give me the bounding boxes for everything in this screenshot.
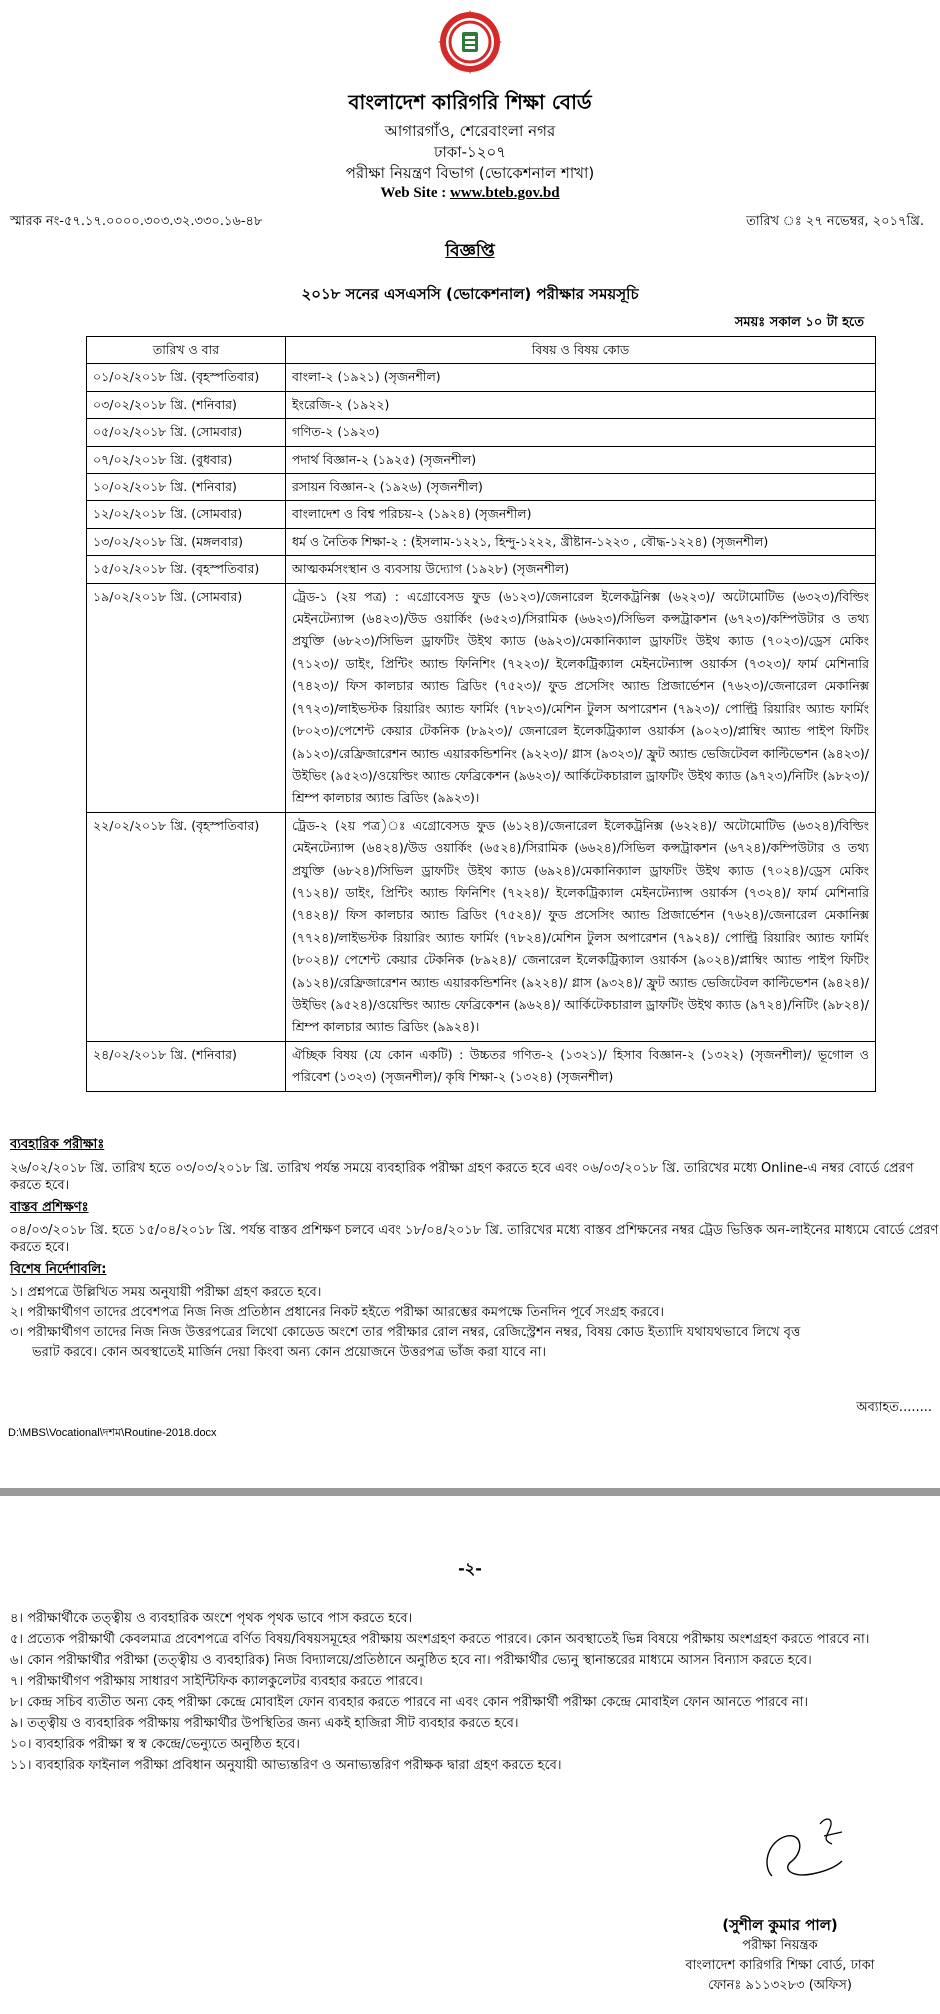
list-item: ১১। ব্যবহারিক ফাইনাল পরীক্ষা প্রবিধান অনুযায়ী আভ্যন্তরিণ ও অনাভ্যন্তরিণ পরীক্ষক দ্বারা গ্রহণ করতে হবে।	[10, 1758, 562, 1773]
table-row	[87, 556, 876, 583]
file-path: D:\MBS\Vocational\দশম\Routine-2018.docx	[8, 1427, 217, 1439]
signatory-organization: বাংলাদেশ কারিগরি শিক্ষা বোর্ড, ঢাকা	[685, 1958, 875, 1973]
signature-icon	[742, 1806, 852, 1896]
row-date: ২২/০২/২০১৮ খ্রি. (বৃহস্পতিবার)	[87, 812, 286, 1041]
row-date: ০৭/০২/২০১৮ খ্রি. (বুধবার)	[87, 446, 286, 473]
training-text: ০৪/০৩/২০১৮ খ্রি. হতে ১৫/০৪/২০১৮ খ্রি. পর্যন্ত বাস্তব প্রশিক্ষণ চলবে এবং ১৮/০৪/২০১৮ খ্রি. তারিখের মধ্যে বাস্তব প্রশিক্ষনের নম্বর ট্রেড ভিত্তিক অন-লাইনের মাধ্যমে বোর্ডে প্রেরণ করতে হবে।	[10, 1223, 939, 1255]
exam-routine-table	[86, 336, 876, 1092]
list-item: ৮। কেন্দ্র সচিব ব্যতীত অন্য কেহ পরীক্ষা কেন্দ্রে মোবাইল ফোন ব্যবহার করতে পারবে না এবং কোন পরীক্ষার্থী পরীক্ষা কেন্দ্রে মোবাইল ফোন আনতে পারবে না।	[10, 1695, 809, 1710]
row-date: ২৪/০২/২০১৮ খ্রি. (শনিবার)	[87, 1041, 286, 1091]
notice-title: বিজ্ঞপ্তি	[445, 241, 495, 261]
row-subject: আত্মকর্মসংস্থান ও ব্যবসায় উদ্যোগ (১৯২৮) (সৃজনশীল)	[286, 556, 876, 583]
row-subject: পদার্থ বিজ্ঞান-২ (১৯২৫) (সৃজনশীল)	[286, 446, 876, 473]
list-item: ২। পরীক্ষার্থীগণ তাদের প্রবেশপত্র নিজ নিজ প্রতিষ্ঠান প্রধানের নিকট হইতে পরীক্ষা আরম্ভের কমপক্ষে তিনদিন পূর্বে সংগ্রহ করবে।	[10, 1305, 664, 1320]
list-item: ভরাট করবে। কোন অবস্থাতেই মার্জিন দেয়া কিংবা অন্য কোন প্রয়োজনে উত্তরপত্র ভাঁজ করা যাবে না।	[32, 1345, 547, 1360]
practical-exam-title: ব্যবহারিক পরীক্ষাঃ	[10, 1137, 105, 1152]
row-date: ০১/০২/২০১৮ খ্রি. (বৃহস্পতিবার)	[87, 364, 286, 391]
page-separator	[0, 1488, 940, 1496]
org-department: পরীক্ষা নিয়ন্ত্রণ বিভাগ (ভোকেশনাল শাখা)	[345, 164, 595, 182]
table-header-row	[87, 337, 876, 364]
org-address: আগারগাঁও, শেরেবাংলা নগর	[384, 122, 556, 140]
page-number: -২-	[458, 1559, 482, 1578]
table-row	[87, 474, 876, 501]
table-row	[87, 391, 876, 418]
list-item: ৬। কোন পরীক্ষার্থীর পরীক্ষা (তত্ত্বীয় ও ব্যবহারিক) নিজ বিদ্যালয়ে/প্রতিষ্ঠানে অনুষ্ঠিত হবে না। পরীক্ষার্থীর ভ্যেনু স্থানান্তরের মাধ্যমে আসন বিন্যাস করতে হবে।	[10, 1653, 812, 1668]
list-item: ৩। পরীক্ষার্থীগণ তাদের নিজ নিজ উত্তরপত্রের লিথো কোডেড অংশে তার পরীক্ষার রোল নম্বর, রেজিস্ট্রেশন নম্বর, বিষয় কোড ইত্যাদি যথাযথভাবে লিখে বৃত্ত	[10, 1325, 801, 1340]
row-date: ০৫/০২/২০১৮ খ্রি. (সোমবার)	[87, 419, 286, 446]
row-subject: বাংলাদেশ ও বিশ্ব পরিচয়-২ (১৯২৪) (সৃজনশীল)	[286, 501, 876, 528]
table-header-date: তারিখ ও বার	[87, 337, 286, 364]
row-subject: গণিত-২ (১৯২৩)	[286, 419, 876, 446]
practical-exam-text: ২৬/০২/২০১৮ খ্রি. তারিখ হতে ০৩/০৩/২০১৮ খ্রি. তারিখ পর্যন্ত সময়ে ব্যবহারিক পরীক্ষা গ্রহণ করতে হবে এবং ০৬/০৩/২০১৮ খ্রি. তারিখের মধ্যে Online-এ নম্বর বোর্ডে প্রেরণ করতে হবে।	[10, 1161, 914, 1193]
row-date: ১০/০২/২০১৮ খ্রি. (শনিবার)	[87, 474, 286, 501]
list-item: ৯। তত্ত্বীয় ও ব্যবহারিক পরীক্ষায় পরীক্ষার্থীর উপস্থিতির জন্য একই হাজিরা সীট ব্যবহার করতে হবে।	[10, 1716, 519, 1731]
org-city: ঢাকা-১২০৭	[433, 143, 507, 161]
table-row	[87, 812, 876, 1041]
signatory-title: পরীক্ষা নিয়ন্ত্রক	[742, 1938, 818, 1953]
row-date: ১৫/০২/২০১৮ খ্রি. (বৃহস্পতিবার)	[87, 556, 286, 583]
special-instructions-title: বিশেষ নির্দেশাবলি:	[10, 1262, 107, 1277]
list-item: ৫। প্রত্যেক পরীক্ষার্থী কেবলমাত্র প্রবেশপত্রে বর্ণিত বিষয়/বিষয়সমূহের পরীক্ষায় অংশগ্রহণ করতে পারবে। কোন অবস্থাতেই ভিন্ন বিষয়ে পরীক্ষায় অংশগ্রহণ করতে পারবে না।	[10, 1632, 870, 1647]
org-name: বাংলাদেশ কারিগরি শিক্ষা বোর্ড	[348, 90, 592, 114]
table-row	[87, 364, 876, 391]
list-item: ৭। পরীক্ষার্থীগণ পরীক্ষায় সাধারণ সাইন্টিফিক ক্যালকুলেটর ব্যবহার করতে পারবে।	[10, 1674, 423, 1689]
memo-date: তারিখ ঃ ২৭ নভেম্বর, ২০১৭খ্রি.	[746, 214, 924, 229]
table-row	[87, 419, 876, 446]
row-subject: বাংলা-২ (১৯২১) (সৃজনশীল)	[286, 364, 876, 391]
instructions-list-continued	[10, 1608, 940, 1776]
row-subject: ট্রেড-২ (২য় পত্র)ঃ এগ্রোবেসড ফুড (৬১২৪)/জেনারেল ইলেকট্রনিক্স (৬২২৪)/ অটোমোটিভ (৬৩২৪)/বিল্ডিং মেইনটেন্যান্স (৬৪২৪)/উড ওয়ার্কিং (৬৫২৪)/সিরামিক (৬৬২৪)/সিভিল কন্সট্রাকশন (৬৭২৪)/কম্পিউটার ও তথ্য প্রযুক্তি (৬৮২৪)/সিভিল ড্রাফটিং উইথ ক্যাড (৬৯২৪)/মেকানিক্যাল ড্রাফটিং উইথ ক্যাড (৭০২৪)/ড্রেস মেকিং (৭১২৪)/ ডাইং, প্রিন্টিং অ্যান্ড ফিনিশিং (৭২২৪)/ ইলেকট্রিক্যাল মেইনটেন্যান্স ওয়ার্কস (৭৩২৪)/ ফার্ম মেশিনারি (৭৪২৪)/ ফিস কালচার অ্যান্ড ব্রিডিং (৭৫২৪)/ ফুড প্রসেসিং অ্যান্ড প্রিজার্ভেশন (৭৬২৪)/জেনারেল মেকানিক্স (৭৭২৪)/লাইভস্টক রিয়ারিং অ্যান্ড ফার্মিং (৭৮২৪)/মেশিন টুলস অপারেশন (৭৯২৪)/ পোল্ট্রি রিয়ারিং অ্যান্ড ফার্মিং (৮০২৪)/ পেশেন্ট কেয়ার টেকনিক (৮৯২৪)/ জেনারেল ইলেকট্রিক্যাল ওয়ার্কস (৯০২৪)/প্লাম্বিং অ্যান্ড পাইপ ফিটিং (৯১২৪)/রেফ্রিজারেশন অ্যান্ড এয়ারকন্ডিশনিং (৯২২৪)/ গ্লাস (৯৩২৪)/ ফ্রুট অ্যান্ড ভেজিটেবল কাল্টিভেশন (৯৪২৪)/উইভিং (৯৫২৪)/ওয়েল্ডিং অ্যান্ড ফেব্রিকেশন (৯৬২৪)/ আর্কিটেকচারাল ড্রাফটিং উইথ ক্যাড (৯৭২৪)/নিটিং (৯৮২৪)/ শ্রিম্প কালচার অ্যান্ড ব্রিডিং (৯৯২৪)।	[286, 812, 876, 1041]
list-item: ১। প্রশ্নপত্রে উল্লিখিত সময় অনুযায়ী পরীক্ষা গ্রহণ করতে হবে।	[10, 1285, 322, 1300]
signatory-phone: ফোনঃ ৯১১৩২৮৩ (অফিস)	[708, 1978, 852, 1993]
table-row	[87, 583, 876, 812]
row-subject: ইংরেজি-২ (১৯২২)	[286, 391, 876, 418]
signatory-name: (সুশীল কুমার পাল)	[722, 1916, 838, 1934]
row-subject: ঐচ্ছিক বিষয় (যে কোন একটি) : উচ্চতর গণিত-২ (১৩২১)/ হিসাব বিজ্ঞান-২ (১৩২২) (সৃজনশীল)/ ভূগোল ও পরিবেশ (১৩২৩) (সৃজনশীল)/ কৃষি শিক্ষা-২ (১৩২৪) (সৃজনশীল)	[286, 1041, 876, 1091]
exam-timing: সময়ঃ সকাল ১০ টা হতে	[734, 315, 864, 330]
special-instructions-list	[10, 1283, 940, 1363]
row-subject: ট্রেড-১ (২য় পত্র) : এগ্রোবেসড ফুড (৬১২৩)/জেনারেল ইলেকট্রনিক্স (৬২২৩)/ অটোমোটিভ (৬৩২৩)/বিল্ডিং মেইনটেন্যান্স (৬৪২৩)/উড ওয়ার্কিং (৬৫২৩)/সিরামিক (৬৬২৩)/সিভিল কন্সট্রাকশন (৬৭২৩)/কম্পিউটার ও তথ্য প্রযুক্তি (৬৮২৩)/সিভিল ড্রাফটিং উইথ ক্যাড (৬৯২৩)/মেকানিক্যাল ড্রাফটিং উইথ ক্যাড (৭০২৩)/ড্রেস মেকিং (৭১২৩)/ ডাইং, প্রিন্টিং অ্যান্ড ফিনিশিং (৭২২৩)/ ইলেকট্রিক্যাল মেইনটেন্যান্স ওয়ার্কস (৭৩২৩)/ ফার্ম মেশিনারি (৭৪২৩)/ ফিস কালচার অ্যান্ড ব্রিডিং (৭৫২৩)/ ফুড প্রসেসিং অ্যান্ড প্রিজার্ভেশন (৭৬২৩)/জেনারেল মেকানিক্স (৭৭২৩)/লাইভস্টক রিয়ারিং অ্যান্ড ফার্মিং (৭৮২৩)/মেশিন টুলস অপারেশন (৭৯২৩)/ পোল্ট্রি রিয়ারিং অ্যান্ড ফার্মিং (৮০২৩)/পেশেন্ট কেয়ার টেকনিক (৮৯২৩)/ জেনারেল ইলেকট্রিক্যাল ওয়ার্কস (৯০২৩)/প্লাম্বিং অ্যান্ড পাইপ ফিটিং (৯১২৩)/রেফ্রিজারেশন অ্যান্ড এয়ারকন্ডিশনিং (৯২২৩)/ গ্লাস (৯৩২৩)/ ফ্রুট অ্যান্ড ভেজিটেবল কাল্টিভেশন (৯৪২৩)/উইভিং (৯৫২৩)/ওয়েল্ডিং অ্যান্ড ফেব্রিকেশন (৯৬২৩)/ আর্কিটেকচারাল ড্রাফটিং উইথ ক্যাড (৯৭২৩)/নিটিং (৯৮২৩)/ শ্রিম্প কালচার অ্যান্ড ব্রিডিং (৯৯২৩)।	[286, 583, 876, 812]
row-subject: ধর্ম ও নৈতিক শিক্ষা-২ : (ইসলাম-১২২১, হিন্দু-১২২২, খ্রীষ্টান-১২২৩ , বৌদ্ধ-১২২৪) (সৃজনশীল)	[286, 528, 876, 555]
row-date: ১৯/০২/২০১৮ খ্রি. (সোমবার)	[87, 583, 286, 812]
board-logo-icon	[438, 10, 502, 74]
table-header-subject: বিষয় ও বিষয় কোড	[286, 337, 876, 364]
training-title: বাস্তব প্রশিক্ষণঃ	[10, 1200, 89, 1215]
memo-reference: স্মারক নং-৫৭.১৭.০০০০.৩০৩.৩২.৩৩০.১৬-৪৮	[10, 214, 263, 229]
table-row	[87, 501, 876, 528]
table-row	[87, 1041, 876, 1091]
website-label: Web Site :	[380, 185, 450, 201]
list-item: ১০। ব্যবহারিক পরীক্ষা স্ব স্ব কেন্দ্রে/ভেন্যুতে অনুষ্ঠিত হবে।	[10, 1737, 300, 1752]
website-link[interactable]: www.bteb.gov.bd	[449, 185, 560, 201]
website-line	[0, 185, 940, 202]
table-row	[87, 528, 876, 555]
row-subject: রসায়ন বিজ্ঞান-২ (১৯২৬) (সৃজনশীল)	[286, 474, 876, 501]
list-item: ৪। পরীক্ষার্থীকে তত্ত্বীয় ও ব্যবহারিক অংশে পৃথক পৃথক ভাবে পাস করতে হবে।	[10, 1611, 413, 1626]
page-two	[0, 1496, 940, 2014]
row-date: ১৩/০২/২০১৮ খ্রি. (মঙ্গলবার)	[87, 528, 286, 555]
row-date: ০৩/০২/২০১৮ খ্রি. (শনিবার)	[87, 391, 286, 418]
continued-marker: অব্যাহত........	[856, 1400, 932, 1415]
exam-subject-title: ২০১৮ সনের এসএসসি (ভোকেশনাল) পরীক্ষার সময়সূচি	[301, 285, 639, 303]
row-date: ১২/০২/২০১৮ খ্রি. (সোমবার)	[87, 501, 286, 528]
table-row	[87, 446, 876, 473]
